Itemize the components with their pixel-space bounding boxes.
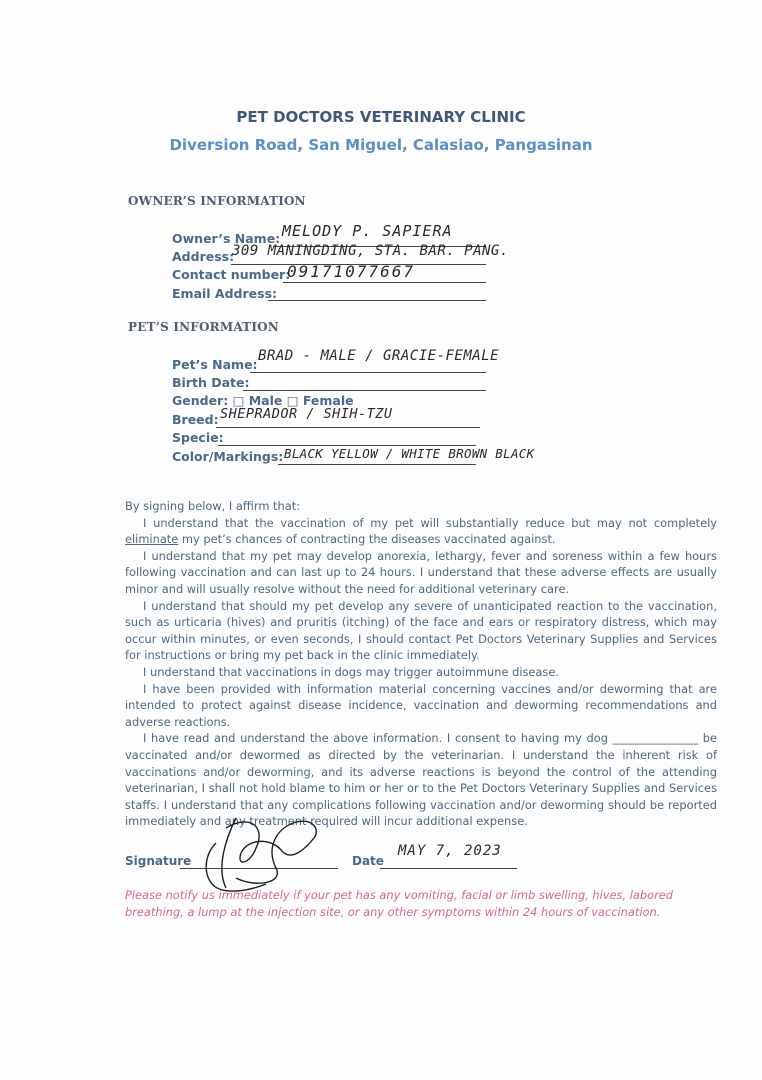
consent-paragraph-2: I understand that my pet may develop anorexia, lethargy, fever and soreness within a few hours following vaccination and can last up to 24 hours. I understand that these adverse effects are usually minor and will usually resolve without the need for additional veterinary care. [125, 548, 717, 596]
contact-line [283, 282, 486, 283]
signature-label: Signature [125, 854, 192, 868]
email-line [268, 300, 486, 301]
specie-label: Specie: [172, 430, 224, 445]
contact-value: 09171077667 [287, 262, 415, 281]
owner-name-value: MELODY P. SAPIERA [282, 222, 453, 240]
consent-paragraph-6: I have read and understand the above information. I consent to having my dog _______________ be vaccinated and/or dewormed as directed by the veterinarian. I understand the inherent risk of vaccinations and/or deworming, and its adverse reactions is beyond the control of the attending veterinarian, I shall not hold blame to him or her or to the Pet Doctors Veterinary Supplies and Services staffs. I understand that any complications following vaccination and/or deworming should be reported immediately and any treatment required will incur additional expense. [125, 731, 717, 829]
consent-paragraph-4: I understand that vaccinations in dogs may trigger autoimmune disease. [143, 664, 559, 679]
date-label: Date [352, 854, 384, 868]
birth-date-line [243, 390, 486, 391]
consent-p1-underlined: eliminate [125, 532, 179, 547]
consent-paragraph-3: I understand that should my pet develop any severe of unanticipated reaction to the vaccination, such as urticaria (hives) and pruritis (itching) of the face and ears or respiratory distress, which may occur within minutes, or even seconds, I should contact Pet Doctors Veterinary Supplies and Services for instructions or bring my pet back in the clinic immediately. [125, 598, 717, 663]
clinic-name: PET DOCTORS VETERINARY CLINIC [236, 108, 526, 126]
breed-label: Breed: [172, 412, 219, 427]
consent-paragraph-1 [125, 515, 717, 548]
owner-name-label: Owner’s Name: [172, 231, 281, 246]
birth-date-label: Birth Date: [172, 375, 250, 390]
address-value: 309 MANINGDING, STA. BAR. PANG. [232, 243, 509, 259]
consent-intro: By signing below, I affirm that: [125, 499, 301, 513]
consent-p1-text-a: I understand that the vaccination of my pet will substantially reduce but may not completely [143, 515, 717, 530]
handwritten-signature [196, 808, 326, 896]
date-value: MAY 7, 2023 [398, 843, 502, 859]
contact-label: Contact number: [172, 267, 291, 282]
gender-label: Gender: □ Male □ Female [172, 393, 354, 408]
color-markings-line [278, 464, 476, 465]
address-label: Address: [172, 249, 235, 264]
breed-line [216, 427, 480, 428]
post-vaccination-notice: Please notify us immediately if your pet has any vomiting, facial or limb swelling, hives, labored breathing, a lump at the injection site, or any other symptoms within 24 hours of vaccination. [125, 888, 674, 919]
consent-p1-text-b: my pet’s chances of contracting the diseases vaccinated against. [178, 532, 556, 547]
pet-name-label: Pet’s Name: [172, 357, 258, 372]
consent-text [125, 498, 717, 830]
color-markings-label: Color/Markings: [172, 449, 284, 464]
breed-value: SHEPRADOR / SHIH-TZU [220, 406, 393, 422]
pet-section-heading: PET’S INFORMATION [128, 320, 279, 334]
pet-name-line [250, 372, 486, 373]
owner-section-heading: OWNER’S INFORMATION [128, 194, 306, 208]
date-line [380, 868, 517, 869]
consent-paragraph-5: I have been provided with information material concerning vaccines and/or deworming that are intended to protect against disease incidence, vaccination and deworming recommendations and adverse reactions. [125, 681, 717, 729]
color-markings-value: BLACK YELLOW / WHITE BROWN BLACK [284, 446, 535, 461]
email-label: Email Address: [172, 286, 278, 301]
pet-name-value: BRAD - MALE / GRACIE-FEMALE [258, 348, 500, 364]
clinic-address: Diversion Road, San Miguel, Calasiao, Pangasinan [169, 136, 593, 154]
